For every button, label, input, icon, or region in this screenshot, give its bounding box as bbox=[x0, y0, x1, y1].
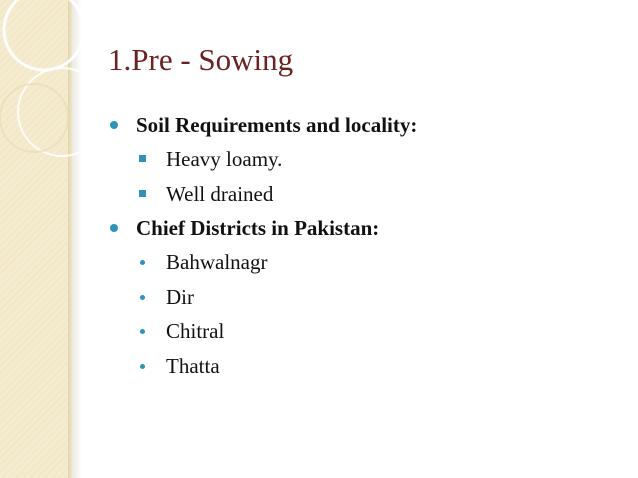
list-item bbox=[108, 177, 618, 212]
section-heading bbox=[108, 211, 618, 245]
list-item-text: Chitral bbox=[166, 319, 225, 343]
square-bullet-icon bbox=[139, 190, 146, 197]
list-item bbox=[108, 245, 618, 280]
slide-title: 1.Pre - Sowing bbox=[108, 42, 294, 77]
section-heading-text: Soil Requirements and locality: bbox=[136, 113, 418, 137]
list-item-text: Well drained bbox=[166, 181, 274, 206]
dot-bullet-icon bbox=[140, 295, 145, 300]
list-item bbox=[108, 314, 618, 349]
round-bullet-icon bbox=[110, 121, 118, 129]
dot-bullet-icon bbox=[140, 329, 145, 334]
list-item-text: Bahwalnagr bbox=[166, 250, 268, 274]
round-bullet-icon bbox=[110, 224, 118, 232]
list-item-text: Dir bbox=[166, 284, 194, 309]
list-item bbox=[108, 349, 618, 384]
slide-content bbox=[108, 108, 618, 383]
list-item-text: Thatta bbox=[166, 353, 220, 378]
section-heading bbox=[108, 108, 618, 142]
square-bullet-icon bbox=[139, 155, 146, 162]
dot-bullet-icon bbox=[140, 364, 145, 369]
dot-bullet-icon bbox=[140, 260, 145, 265]
section-heading-text: Chief Districts in Pakistan: bbox=[136, 216, 380, 240]
list-item bbox=[108, 142, 618, 177]
list-item bbox=[108, 280, 618, 315]
list-item-text: Heavy loamy. bbox=[166, 147, 283, 171]
decorative-circles-icon bbox=[0, 0, 120, 170]
